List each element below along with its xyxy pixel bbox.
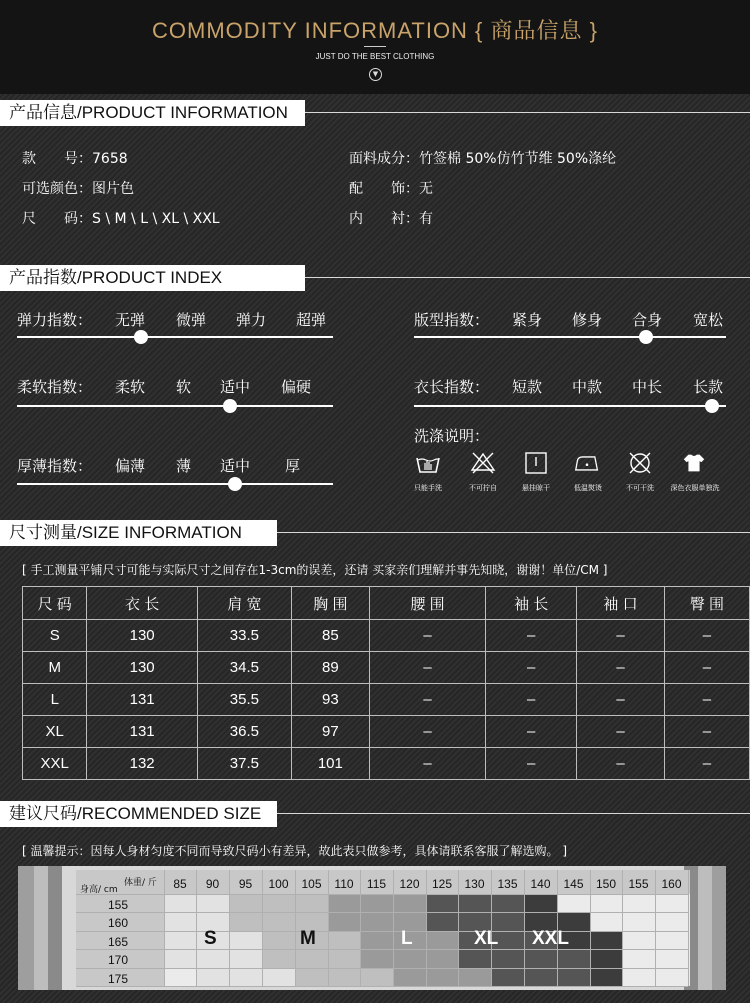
table-cell: – (486, 620, 577, 652)
grid-weight-header: 140 (530, 877, 551, 891)
grid-weight-header: 120 (399, 877, 420, 891)
table-cell: 34.5 (197, 652, 291, 684)
grid-height-header: 160 (107, 916, 129, 930)
no-wring-icon (470, 450, 496, 476)
table-cell: – (369, 748, 486, 780)
table-cell: 101 (292, 748, 370, 780)
wash-caption: 悬挂晾干 (522, 484, 550, 492)
side-shade (712, 866, 726, 990)
table-header-cell: 衣 长 (87, 587, 197, 620)
length-track (414, 405, 726, 407)
section-title-product-info: 产品信息/PRODUCT INFORMATION (0, 100, 305, 126)
grid-line (76, 949, 688, 950)
section-title-size-info: 尺寸测量/SIZE INFORMATION (0, 520, 277, 546)
table-header-cell: 腰 围 (369, 587, 486, 620)
grid-line (76, 931, 688, 932)
table-cell: 89 (292, 652, 370, 684)
fit-label: 版型指数： (414, 311, 490, 329)
info-row-fabric: 面料成分：竹签棉 50%仿竹节维 50%涤纶 (349, 151, 617, 167)
table-cell: XXL (23, 748, 87, 780)
size-label-l: L (401, 928, 413, 949)
thickness-option: 适中 (220, 457, 251, 475)
info-row-lining: 内 衬：有 (349, 211, 433, 227)
grid-height-header: 155 (107, 898, 129, 912)
table-header-cell: 袖 口 (577, 587, 665, 620)
grid-height-header: 170 (107, 953, 129, 967)
grid-height-header: 165 (107, 935, 129, 949)
table-cell: XL (23, 716, 87, 748)
table-cell: – (486, 684, 577, 716)
table-cell: 93 (292, 684, 370, 716)
fit-option: 宽松 (693, 311, 724, 329)
grid-cell (360, 949, 458, 968)
table-cell: – (577, 684, 665, 716)
table-header-cell: 尺 码 (23, 587, 87, 620)
elasticity-label: 弹力指数： (17, 311, 93, 329)
table-cell: – (577, 748, 665, 780)
fit-track (414, 336, 726, 338)
info-row-style: 款 号：7658 (22, 151, 128, 167)
elasticity-track (17, 336, 333, 338)
elasticity-indicator (134, 330, 148, 344)
table-cell: – (664, 748, 749, 780)
grid-cell (491, 968, 590, 986)
table-cell: 33.5 (197, 620, 291, 652)
side-shade (698, 866, 712, 990)
length-label: 衣长指数： (414, 378, 490, 396)
thickness-indicator (228, 477, 242, 491)
grid-cell (590, 968, 622, 986)
table-cell: 132 (87, 748, 197, 780)
hang-dry-icon (523, 450, 549, 476)
softness-indicator (223, 399, 237, 413)
size-label-xl: XL (474, 928, 499, 949)
thickness-option: 厚 (285, 457, 301, 475)
table-cell: – (486, 652, 577, 684)
title-divider (364, 46, 386, 47)
table-row (23, 652, 750, 684)
info-row-accessory: 配 饰：无 (349, 181, 433, 197)
grid-cell (590, 949, 622, 968)
page-title: COMMODITY INFORMATION { 商品信息 } (152, 18, 598, 43)
table-cell: 131 (87, 684, 197, 716)
no-dry-clean-icon (627, 450, 653, 476)
size-label-xxl: XXL (532, 928, 569, 949)
table-cell: – (577, 620, 665, 652)
grid-corner-height: 身高/ cm (80, 885, 118, 895)
table-cell: 35.5 (197, 684, 291, 716)
grid-cell (393, 968, 491, 986)
table-cell: – (486, 748, 577, 780)
table-row (23, 716, 750, 748)
size-notice: [ 手工测量平铺尺寸可能与实际尺寸之间存在1-3cm的误差，还请 买家亲们理解并事先知晓，谢谢！单位/CM ] (22, 563, 608, 577)
table-header-cell: 胸 围 (292, 587, 370, 620)
info-row-size: 尺 码：S \ M \ L \ XL \ XXL (22, 211, 220, 227)
grid-cell (426, 894, 524, 912)
wash-caption: 只能手洗 (414, 484, 442, 492)
recommended-notice: [ 温馨提示：因每人身材匀度不同而导致尺码小有差异，故此表只做参考，具体请联系客服了解选购。 ] (22, 844, 567, 858)
separate-wash-icon (681, 450, 707, 476)
table-cell: M (23, 652, 87, 684)
grid-line (76, 968, 688, 969)
info-row-color: 可选颜色：图片色 (22, 181, 134, 197)
chevron-down-icon: ▼ (369, 68, 382, 81)
table-cell: L (23, 684, 87, 716)
recommended-size-grid (18, 866, 726, 990)
softness-option: 软 (176, 378, 192, 396)
grid-weight-header: 115 (366, 877, 387, 891)
table-cell: – (369, 716, 486, 748)
table-cell: 36.5 (197, 716, 291, 748)
length-option: 中长 (632, 378, 663, 396)
softness-option: 偏硬 (281, 378, 312, 396)
table-cell: – (664, 716, 749, 748)
size-table (22, 586, 750, 780)
softness-option: 柔软 (115, 378, 146, 396)
grid-weight-header: 110 (334, 877, 354, 891)
grid-cell (524, 894, 557, 912)
grid-weight-header: 135 (497, 877, 518, 891)
elasticity-option: 弹力 (236, 311, 267, 329)
table-cell: – (369, 620, 486, 652)
length-option: 短款 (512, 378, 543, 396)
thickness-option: 偏薄 (115, 457, 146, 475)
table-cell: 130 (87, 620, 197, 652)
hand-wash-icon (415, 450, 441, 476)
grid-cell (328, 894, 426, 912)
grid-cell (164, 949, 262, 968)
side-shade (18, 866, 34, 990)
table-cell: 130 (87, 652, 197, 684)
table-header-cell: 臀 围 (664, 587, 749, 620)
table-cell: – (369, 652, 486, 684)
wash-caption: 不可干洗 (626, 484, 654, 492)
grid-weight-header: 85 (173, 877, 187, 891)
thickness-label: 厚薄指数： (17, 457, 93, 475)
grid-corner-weight: 体重/ 斤 (124, 878, 157, 888)
table-cell: – (577, 652, 665, 684)
fit-indicator (639, 330, 653, 344)
section-title-recommended: 建议尺码/RECOMMENDED SIZE (0, 801, 277, 827)
table-cell: S (23, 620, 87, 652)
grid-line (76, 912, 688, 913)
fit-option: 修身 (572, 311, 603, 329)
grid-line (76, 894, 688, 895)
table-header-row (23, 587, 750, 620)
section-title-product-index: 产品指数/PRODUCT INDEX (0, 265, 305, 291)
length-option: 中款 (572, 378, 603, 396)
table-cell: – (486, 716, 577, 748)
wash-caption: 低温熨烫 (574, 484, 602, 492)
thickness-option: 薄 (176, 457, 192, 475)
grid-line (76, 986, 688, 987)
softness-label: 柔软指数： (17, 378, 93, 396)
side-shade (34, 866, 48, 990)
grid-cell (295, 968, 393, 986)
grid-weight-header: 95 (238, 877, 253, 891)
thickness-track (17, 483, 333, 485)
softness-track (17, 405, 333, 407)
elasticity-option: 微弹 (176, 311, 207, 329)
size-label-m: M (300, 928, 316, 949)
wash-caption: 不可拧自 (469, 484, 497, 492)
length-option: 长款 (693, 378, 724, 396)
softness-option: 适中 (220, 378, 251, 396)
grid-weight-header: 150 (595, 877, 617, 891)
table-header-cell: 袖 长 (486, 587, 577, 620)
fit-option: 合身 (632, 311, 663, 329)
fit-option: 紧身 (512, 311, 543, 329)
size-label-s: S (204, 928, 217, 949)
table-cell: 37.5 (197, 748, 291, 780)
table-row (23, 748, 750, 780)
grid-cell (229, 894, 328, 912)
table-cell: – (369, 684, 486, 716)
grid-cell (262, 949, 360, 968)
table-row (23, 620, 750, 652)
grid-line (688, 870, 689, 986)
wash-label: 洗涤说明： (414, 427, 490, 445)
grid-weight-header: 160 (661, 877, 682, 891)
low-iron-icon (574, 450, 600, 476)
elasticity-option: 无弹 (115, 311, 146, 329)
side-shade (48, 866, 62, 990)
wash-caption: 深色衣服单独洗 (670, 484, 720, 492)
table-cell: – (664, 652, 749, 684)
grid-weight-header: 100 (268, 877, 289, 891)
table-cell: 85 (292, 620, 370, 652)
length-indicator (705, 399, 719, 413)
table-cell: – (664, 684, 749, 716)
page-subtitle: JUST DO THE BEST CLOTHING (315, 52, 435, 61)
grid-cell (196, 968, 295, 986)
grid-weight-header: 145 (563, 877, 584, 891)
table-cell: 97 (292, 716, 370, 748)
grid-weight-header: 130 (464, 877, 485, 891)
grid-weight-header: 155 (628, 877, 649, 891)
grid-weight-header: 90 (205, 877, 220, 891)
table-row (23, 684, 750, 716)
table-cell: – (577, 716, 665, 748)
table-cell: – (664, 620, 749, 652)
table-header-cell: 肩 宽 (197, 587, 291, 620)
grid-height-header: 175 (107, 972, 129, 986)
grid-weight-header: 105 (301, 877, 322, 891)
table-cell: 131 (87, 716, 197, 748)
grid-weight-header: 125 (431, 877, 453, 891)
elasticity-option: 超弹 (296, 311, 327, 329)
